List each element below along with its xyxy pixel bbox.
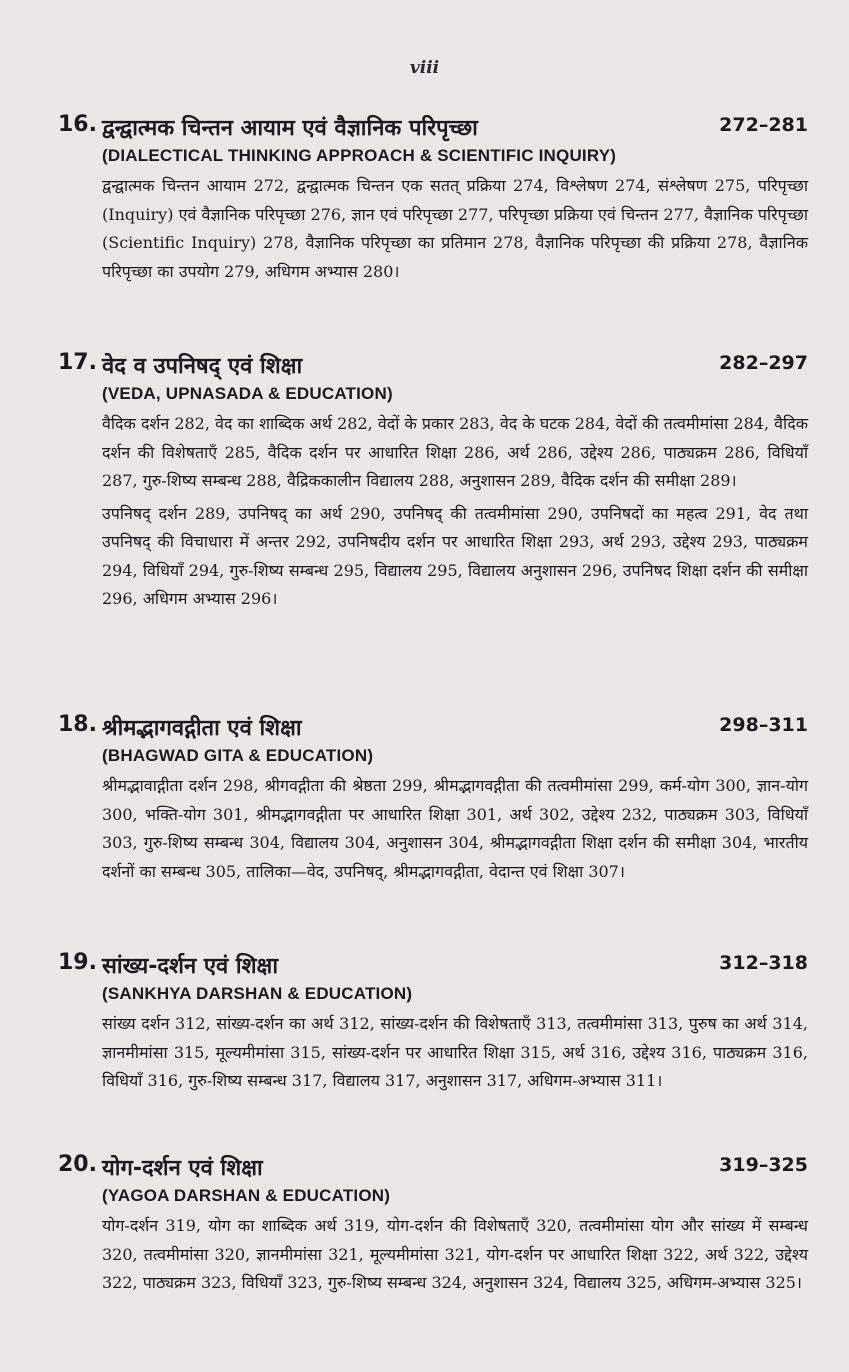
chapter-number: 16. xyxy=(58,112,97,137)
chapter-pages: 282–297 xyxy=(719,352,808,374)
chapter-16 xyxy=(58,112,808,286)
chapter-17 xyxy=(58,350,808,614)
chapter-contents xyxy=(102,772,808,886)
chapter-heading xyxy=(58,712,808,746)
chapter-heading xyxy=(58,950,808,984)
chapter-number: 18. xyxy=(58,712,97,737)
chapter-heading xyxy=(58,1152,808,1186)
chapter-pages: 298–311 xyxy=(719,714,808,736)
chapter-english-title: (DIALECTICAL THINKING APPROACH & SCIENTIFIC INQUIRY) xyxy=(102,146,617,165)
chapter-20 xyxy=(58,1152,808,1298)
chapter-title: योग-दर्शन एवं शिक्षा xyxy=(102,1156,263,1181)
chapter-pages: 272–281 xyxy=(719,114,808,136)
contents-paragraph: श्रीमद्भावाद्गीता दर्शन 298, श्रीगवद्गीता की श्रेष्ठता 299, श्रीमद्भागवद्गीता की तत्वमीमांसा 299, कर्म-योग 300, ज्ञान-योग 300, भक्ति-योग 301, श्रीमद्भागवद्गीता पर आधारित शिक्षा 301, अर्थ 302, उद्देश्य 232, पाठ्यक्रम 303, विधियाँ 303, गुरु-शिष्य सम्बन्ध 304, विद्यालय 304, अनुशासन 304, श्रीमद्भागवद्गीता शिक्षा दर्शन की समीक्षा 304, भारतीय दर्शनों का सम्बन्ध 305, तालिका—वेद, उपनिषद्, श्रीमद्भागवद्गीता, वेदान्त एवं शिक्षा 307। xyxy=(102,776,808,881)
chapter-18 xyxy=(58,712,808,886)
contents-paragraph: योग-दर्शन 319, योग का शाब्दिक अर्थ 319, योग-दर्शन की विशेषताएँ 320, तत्वमीमांसा योग और सांख्य में सम्बन्ध 320, तत्वमीमांसा 320, ज्ञानमीमांसा 321, मूल्यमीमांसा 321, योग-दर्शन पर आधारित शिक्षा 322, अर्थ 322, उद्देश्य 322, पाठ्यक्रम 323, विधियाँ 323, गुरु-शिष्य सम्बन्ध 324, अनुशासन 324, विद्यालय 325, अधिगम-अभ्यास 325। xyxy=(102,1216,808,1292)
chapter-number: 17. xyxy=(58,350,97,375)
chapter-english-title: (VEDA, UPNASADA & EDUCATION) xyxy=(102,384,393,403)
chapter-title: श्रीमद्भागवद्गीता एवं शिक्षा xyxy=(102,716,302,741)
contents-paragraph: सांख्य दर्शन 312, सांख्य-दर्शन का अर्थ 312, सांख्य-दर्शन की विशेषताएँ 313, तत्वमीमांसा 313, पुरुष का अर्थ 314, ज्ञानमीमांसा 315, मूल्यमीमांसा 315, सांख्य-दर्शन पर आधारित शिक्षा 315, अर्थ 316, उद्देश्य 316, पाठ्यक्रम 316, विधियाँ 316, गुरु-शिष्य सम्बन्ध 317, विद्यालय 317, अनुशासन 317, अधिगम-अभ्यास 311। xyxy=(102,1014,808,1090)
contents-paragraph: द्वन्द्वात्मक चिन्तन आयाम 272, द्वन्द्वात्मक चिन्तन एक सतत् प्रक्रिया 274, विश्लेषण 274, संश्लेषण 275, परिपृच्छा (Inquiry) एवं वैज्ञानिक परिपृच्छा 276, ज्ञान एवं परिपृच्छा 277, परिपृच्छा प्रक्रिया एवं चिन्तन 277, वैज्ञानिक परिपृच्छा (Scientific Inquiry) 278, वैज्ञानिक परिपृच्छा का प्रतिमान 278, वैज्ञानिक परिपृच्छा की प्रक्रिया 278, वैज्ञानिक परिपृच्छा का उपयोग 279, अधिगम अभ्यास 280। xyxy=(102,176,808,281)
chapter-contents xyxy=(102,410,808,614)
chapter-number: 19. xyxy=(58,950,97,975)
chapter-english-title: (BHAGWAD GITA & EDUCATION) xyxy=(102,746,374,765)
chapter-title: द्वन्द्वात्मक चिन्तन आयाम एवं वैज्ञानिक परिपृच्छा xyxy=(102,116,478,141)
chapter-heading xyxy=(58,350,808,384)
chapter-title: वेद व उपनिषद् एवं शिक्षा xyxy=(102,354,303,379)
chapter-19 xyxy=(58,950,808,1096)
chapter-heading xyxy=(58,112,808,146)
chapter-pages: 319–325 xyxy=(719,1154,808,1176)
chapter-number: 20. xyxy=(58,1152,97,1177)
chapter-english-title: (SANKHYA DARSHAN & EDUCATION) xyxy=(102,984,413,1003)
contents-paragraph: वैदिक दर्शन 282, वेद का शाब्दिक अर्थ 282, वेदों के प्रकार 283, वेद के घटक 284, वेदों की तत्वमीमांसा 284, वैदिक दर्शन की विशेषताएँ 285, वैदिक दर्शन पर आधारित शिक्षा 286, अर्थ 286, उद्देश्य 286, पाठ्यक्रम 286, विधियाँ 287, गुरु-शिष्य सम्बन्ध 288, वैद्रिककालीन विद्यालय 288, अनुशासन 289, वैदिक दर्शन की समीक्षा 289। xyxy=(102,414,808,490)
chapter-contents xyxy=(102,172,808,286)
contents-paragraph: उपनिषद् दर्शन 289, उपनिषद् का अर्थ 290, उपनिषद् की तत्वमीमांसा 290, उपनिषदों का महत्व 291, वेद तथा उपनिषद् की विचाधारा में अन्तर 292, उपनिषदीय दर्शन पर आधारित शिक्षा 293, अर्थ 293, उद्देश्य 293, पाठ्यक्रम 294, विधियाँ 294, गुरु-शिष्य सम्बन्ध 295, विद्यालय 295, विद्यालय अनुशासन 296, उपनिषद शिक्षा दर्शन की समीक्षा 296, अधिगम अभ्यास 296। xyxy=(102,503,808,608)
chapter-contents xyxy=(102,1010,808,1096)
chapter-english-title: (YAGOA DARSHAN & EDUCATION) xyxy=(102,1186,391,1205)
chapter-pages: 312–318 xyxy=(719,952,808,974)
chapter-title: सांख्य-दर्शन एवं शिक्षा xyxy=(102,954,279,979)
chapter-contents xyxy=(102,1212,808,1298)
page-number: viii xyxy=(409,58,440,78)
